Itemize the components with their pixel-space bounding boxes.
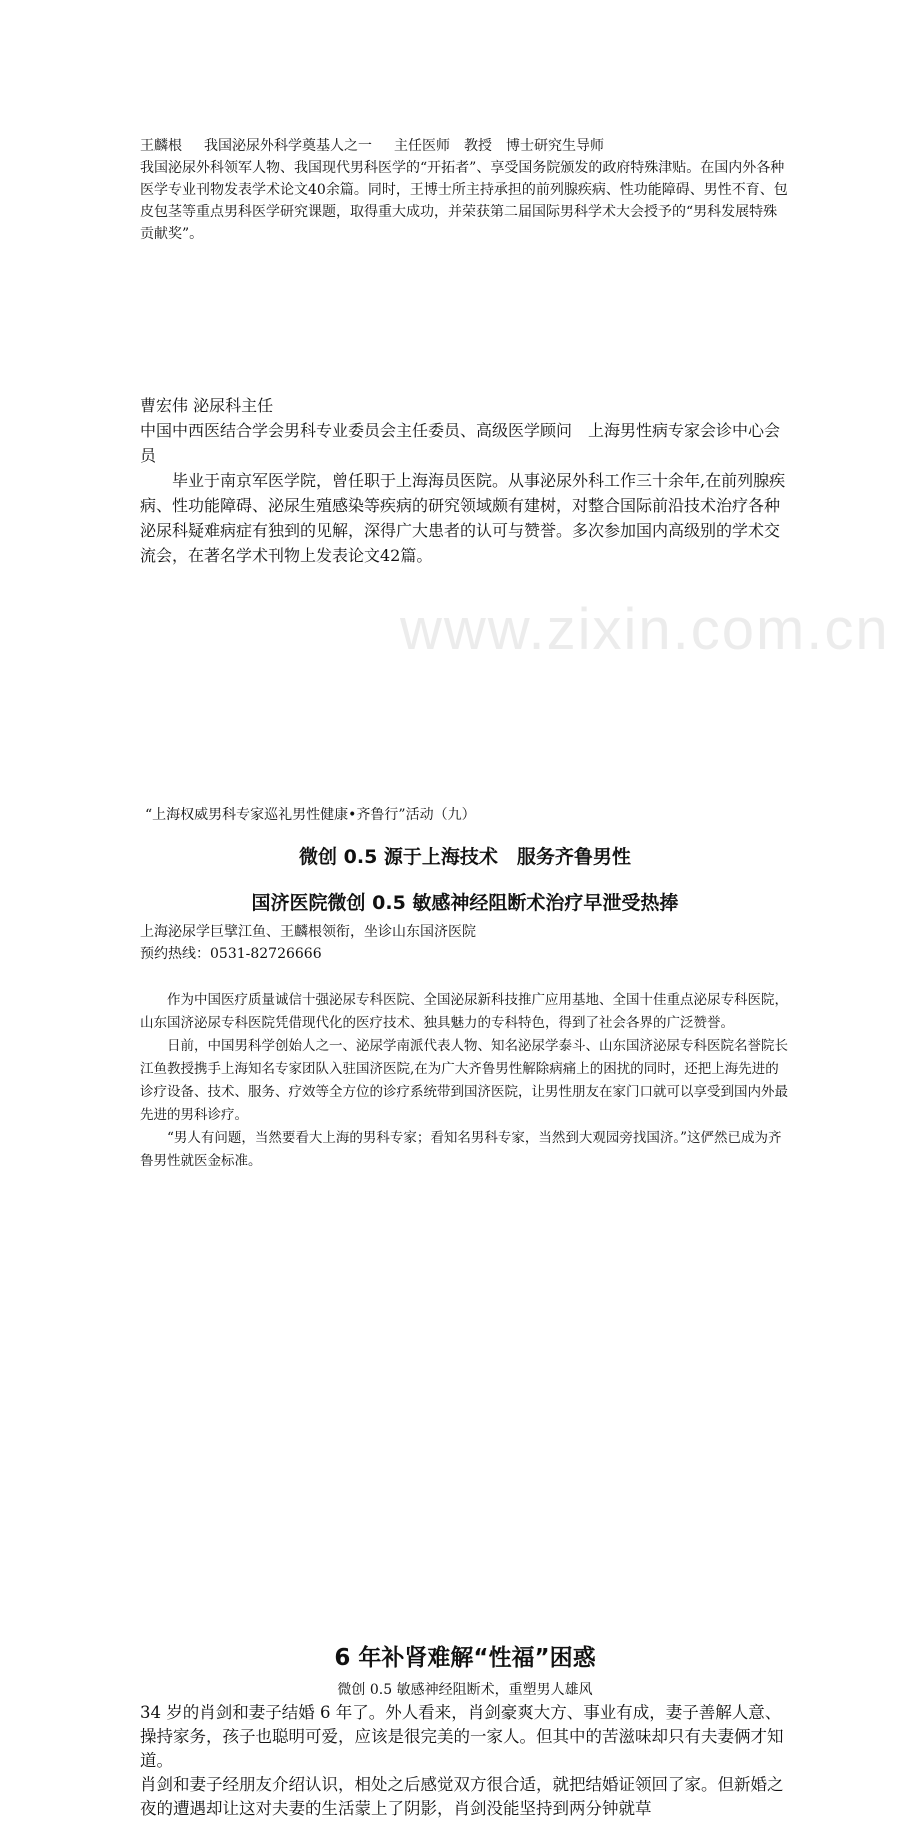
bio-wang-body: 我国泌尿外科领军人物、我国现代男科医学的“开拓者”、享受国务院颁发的政府特殊津贴。在国内外各种医学专业刊物发表学术论文40余篇。同时，王博士所主持承担的前列腺疾病、性功能障碍、男性不育、包皮包茎等重点男科医学研究课题，取得重大成功，并荣获第二届国际男科学术大会授予的“男科发展特殊贡献奖”。	[140, 160, 788, 242]
watermark: www.zixin.com.cn	[400, 597, 890, 662]
article-1-headline-1: 微创 0.5 源于上海技术 服务齐鲁男性	[299, 846, 631, 868]
bio-wang-heading	[140, 135, 790, 157]
bio-cao-heading: 曹宏伟 泌尿科主任	[140, 396, 274, 415]
bio-wang	[140, 135, 790, 245]
article-2-paragraph: 34 岁的肖剑和妻子结婚 6 年了。外人看来，肖剑豪爽大方、事业有成，妻子善解人意、操持家务，孩子也聪明可爱，应该是很完美的一家人。但其中的苦滋味却只有夫妻俩才知道。	[140, 1703, 784, 1770]
article-1	[140, 804, 790, 1173]
article-1-paragraph: 日前，中国男科学创始人之一、泌尿学南派代表人物、知名泌尿学泰斗、山东国济泌尿专科医院名誉院长江鱼教授携手上海知名专家团队入驻国济医院,在为广大齐鲁男性解除病痛上的困扰的同时，还把上海先进的诊疗设备、技术、服务、疗效等全方位的诊疗系统带到国济医院，让男性朋友在家门口就可以享受到国内外最先进的男科诊疗。	[140, 1038, 788, 1123]
bio-cao-titles: 中国中西医结合学会男科专业委员会主任委员、高级医学顾问 上海男性病专家会诊中心会员	[140, 421, 781, 465]
article-2-body	[140, 1701, 790, 1821]
bio-cao	[140, 393, 790, 568]
article-2-headline: 6 年补肾难解“性福”困惑	[334, 1645, 596, 1671]
bio-wang-role4: 博士研究生导师	[506, 138, 604, 154]
bio-cao-body: 毕业于南京军医学院，曾任职于上海海员医院。从事泌尿外科工作三十余年,在前列腺疾病、性功能障碍、泌尿生殖感染等疾病的研究领域颇有建树，对整合国际前沿技术治疗各种泌尿科疑难病症有独到的见解，深得广大患者的认可与赞誉。多次参加国内高级别的学术交流会，在著名学术刊物上发表论文42篇。	[140, 471, 786, 565]
article-1-hotline: 预约热线：0531-82726666	[140, 946, 322, 962]
article-2	[140, 1641, 790, 1821]
bio-wang-role1: 我国泌尿外科学奠基人之一	[204, 138, 372, 154]
article-2-subtitle: 微创 0.5 敏感神经阻断术，重塑男人雄风	[337, 1682, 593, 1698]
article-1-headline-2: 国济医院微创 0.5 敏感神经阻断术治疗早泄受热捧	[251, 892, 679, 914]
bio-wang-name: 王麟根	[140, 138, 182, 154]
article-2-paragraph: 肖剑和妻子经朋友介绍认识，相处之后感觉双方很合适，就把结婚证领回了家。但新婚之夜的遭遇却让这对夫妻的生活蒙上了阴影，肖剑没能坚持到两分钟就草	[140, 1775, 784, 1818]
article-1-kicker: “上海权威男科专家巡礼男性健康•齐鲁行”活动（九）	[145, 807, 476, 823]
article-1-body	[140, 989, 790, 1173]
bio-wang-role3: 教授	[464, 138, 492, 154]
bio-wang-role2: 主任医师	[394, 138, 450, 154]
article-1-paragraph: “男人有问题，当然要看大上海的男科专家；看知名男科专家，当然到大观园旁找国济。”这俨然已成为齐鲁男性就医金标准。	[140, 1130, 782, 1169]
article-1-paragraph: 作为中国医疗质量诚信十强泌尿专科医院、全国泌尿新科技推广应用基地、全国十佳重点泌尿专科医院，山东国济泌尿专科医院凭借现代化的医疗技术、独具魅力的专科特色，得到了社会各界的广泛赞誉。	[140, 992, 788, 1031]
article-1-byline: 上海泌尿学巨擘江鱼、王麟根领衔，坐诊山东国济医院	[140, 924, 476, 940]
